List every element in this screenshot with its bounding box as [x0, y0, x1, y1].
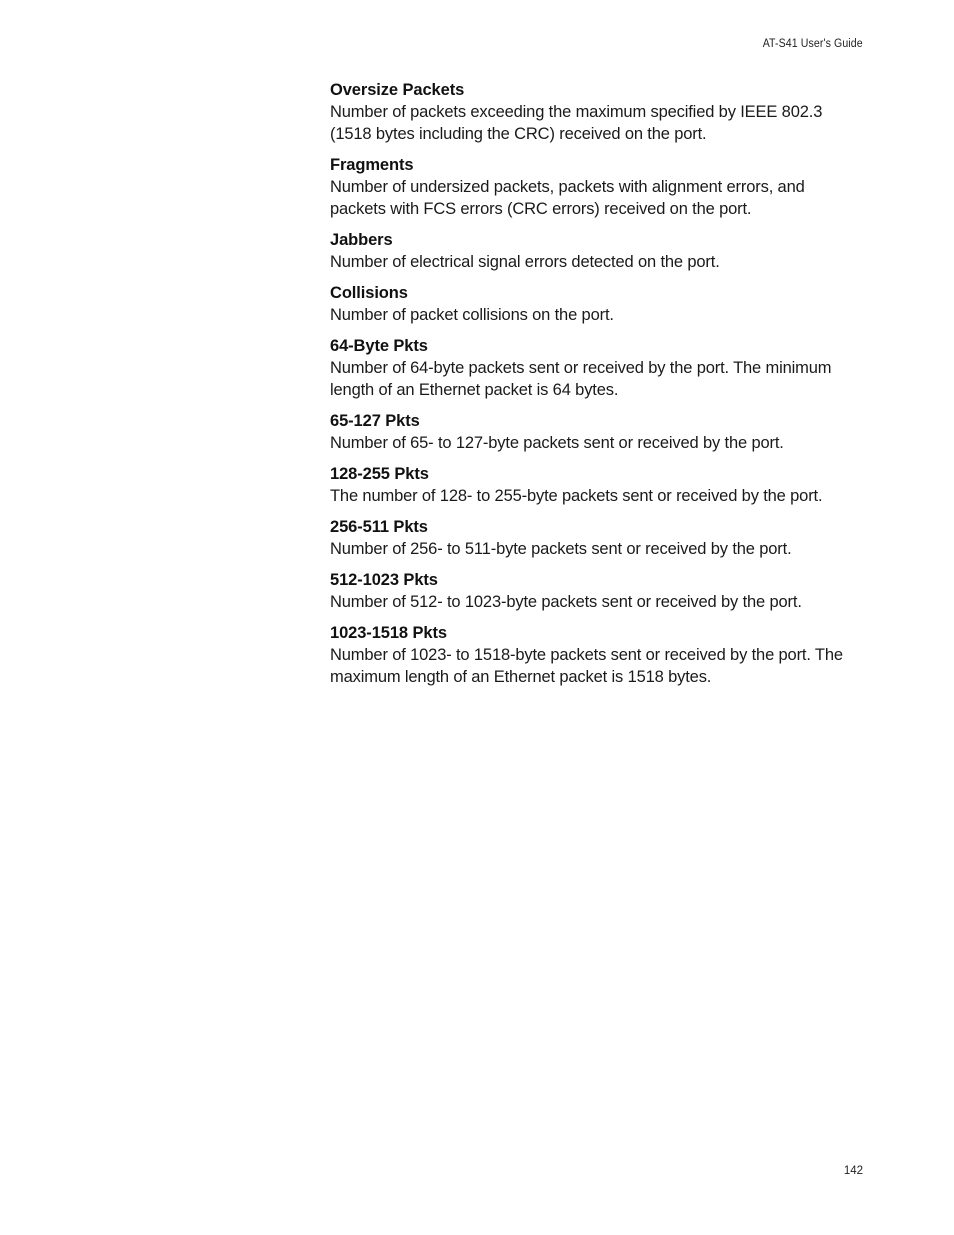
definition-description: Number of 512- to 1023-byte packets sent or received by the port.	[330, 593, 802, 611]
definition-term: 512-1023 Pkts	[330, 571, 438, 589]
definition-description: Number of 64-byte packets sent or received by the port. The minimum length of an Ethernet packet is 64 bytes.	[330, 359, 832, 399]
definition-entry-oversize-packets	[330, 79, 850, 145]
definition-entry-256-511-pkts	[330, 516, 850, 560]
definition-term: 256-511 Pkts	[330, 518, 428, 536]
definition-description: Number of packet collisions on the port.	[330, 306, 614, 324]
definition-entry-jabbers	[330, 229, 850, 273]
definition-entry-fragments	[330, 154, 850, 220]
definition-description: Number of electrical signal errors detected on the port.	[330, 253, 720, 271]
definition-entry-65-127-pkts	[330, 410, 850, 454]
running-header: AT-S41 User's Guide	[762, 38, 863, 50]
definition-term: 1023-1518 Pkts	[330, 624, 447, 642]
definition-description: The number of 128- to 255-byte packets sent or received by the port.	[330, 487, 823, 505]
definition-entry-64-byte-pkts	[330, 335, 850, 401]
definition-term: 65-127 Pkts	[330, 412, 420, 430]
page-number: 142	[843, 1165, 863, 1177]
definition-term: Oversize Packets	[330, 81, 465, 99]
definition-description: Number of 65- to 127-byte packets sent or received by the port.	[330, 434, 784, 452]
definition-description: Number of undersized packets, packets with alignment errors, and packets with FCS errors (CRC errors) received on the port.	[330, 178, 805, 218]
definition-term: Collisions	[330, 284, 408, 302]
definition-list	[330, 79, 850, 697]
definition-entry-1023-1518-pkts	[330, 622, 850, 688]
definition-entry-512-1023-pkts	[330, 569, 850, 613]
definition-term: Jabbers	[330, 231, 393, 249]
definition-term: Fragments	[330, 156, 414, 174]
definition-term: 128-255 Pkts	[330, 465, 429, 483]
definition-description: Number of 1023- to 1518-byte packets sent or received by the port. The maximum length of an Ethernet packet is 1518 bytes.	[330, 646, 843, 686]
definition-description: Number of 256- to 511-byte packets sent or received by the port.	[330, 540, 792, 558]
definition-description: Number of packets exceeding the maximum specified by IEEE 802.3 (1518 bytes including the CRC) received on the port.	[330, 103, 823, 143]
definition-entry-128-255-pkts	[330, 463, 850, 507]
definition-term: 64-Byte Pkts	[330, 337, 428, 355]
definition-entry-collisions	[330, 282, 850, 326]
